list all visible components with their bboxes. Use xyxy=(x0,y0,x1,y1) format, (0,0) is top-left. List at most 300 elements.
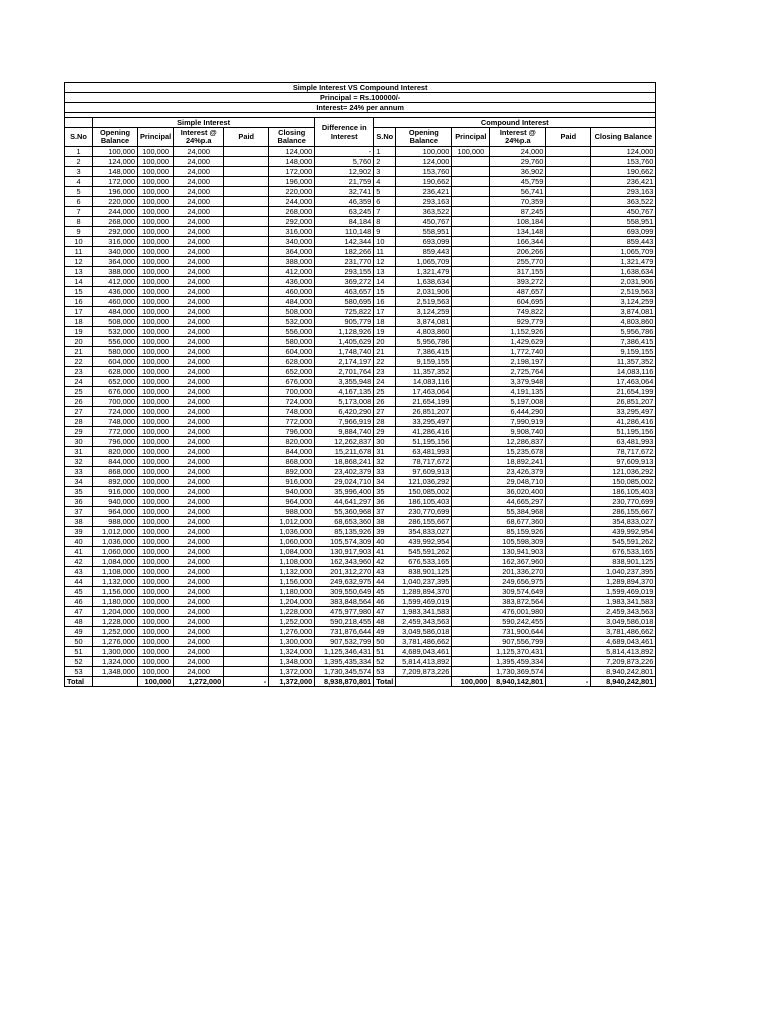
principal-cell: 100,000 xyxy=(138,327,174,337)
compound-closing-balance-cell: 4,803,860 xyxy=(591,317,656,327)
compound-closing-balance-cell: 124,000 xyxy=(591,147,656,157)
opening-balance-cell: 1,132,000 xyxy=(93,577,138,587)
compound-paid-cell xyxy=(546,477,591,487)
table-row xyxy=(65,587,656,597)
difference-cell: 383,848,564 xyxy=(315,597,374,607)
opening-balance-cell: 1,180,000 xyxy=(93,597,138,607)
closing-balance-cell: 1,012,000 xyxy=(269,517,315,527)
closing-balance-cell: 340,000 xyxy=(269,237,315,247)
difference-cell: 725,822 xyxy=(315,307,374,317)
compound-closing-balance-cell: 1,040,237,395 xyxy=(591,567,656,577)
compound-paid-header: Paid xyxy=(546,128,591,147)
table-row xyxy=(65,367,656,377)
paid-cell xyxy=(224,607,269,617)
compound-closing-balance-cell: 8,940,242,801 xyxy=(591,667,656,677)
compound-paid-cell xyxy=(546,647,591,657)
closing-balance-cell: 820,000 xyxy=(269,437,315,447)
compound-opening-balance-cell: 859,443 xyxy=(396,247,452,257)
interest-cell: 24,000 xyxy=(174,207,224,217)
compound-closing-balance-cell: 153,760 xyxy=(591,157,656,167)
difference-cell: 1,405,629 xyxy=(315,337,374,347)
opening-balance-cell: 508,000 xyxy=(93,317,138,327)
compound-interest-cell: 929,779 xyxy=(490,317,546,327)
compound-opening-balance-cell: 97,609,913 xyxy=(396,467,452,477)
interest-cell: 24,000 xyxy=(174,437,224,447)
compound-closing-balance-cell: 2,519,563 xyxy=(591,287,656,297)
difference-cell: 907,532,799 xyxy=(315,637,374,647)
compound-closing-balance-cell: 236,421 xyxy=(591,177,656,187)
table-row xyxy=(65,437,656,447)
compound-closing-balance-cell: 150,085,002 xyxy=(591,477,656,487)
closing-balance-cell: 436,000 xyxy=(269,277,315,287)
interest-cell: 24,000 xyxy=(174,347,224,357)
compound-paid-cell xyxy=(546,467,591,477)
compound-opening-balance-cell: 121,036,292 xyxy=(396,477,452,487)
compound-sno-cell: 22 xyxy=(374,357,396,367)
interest-cell: 24,000 xyxy=(174,387,224,397)
principal-cell: 100,000 xyxy=(138,467,174,477)
compound-paid-cell xyxy=(546,577,591,587)
paid-cell xyxy=(224,477,269,487)
closing-balance-cell: 1,300,000 xyxy=(269,637,315,647)
spreadsheet xyxy=(64,82,656,687)
compound-closing-balance-cell: 26,851,207 xyxy=(591,397,656,407)
principal-cell: 100,000 xyxy=(138,497,174,507)
compound-principal-cell xyxy=(452,367,490,377)
interest-cell: 24,000 xyxy=(174,187,224,197)
blank-header xyxy=(65,118,93,128)
opening-balance-cell: 1,348,000 xyxy=(93,667,138,677)
table-row xyxy=(65,217,656,227)
opening-balance-cell: 1,084,000 xyxy=(93,557,138,567)
principal-cell: 100,000 xyxy=(138,307,174,317)
difference-cell: - xyxy=(315,147,374,157)
compound-paid-cell xyxy=(546,187,591,197)
closing-balance-cell: 196,000 xyxy=(269,177,315,187)
compound-sno-cell: 38 xyxy=(374,517,396,527)
compound-closing-balance-cell: 186,105,403 xyxy=(591,487,656,497)
principal-cell: 100,000 xyxy=(138,517,174,527)
principal-cell: 100,000 xyxy=(138,167,174,177)
compound-principal-cell xyxy=(452,177,490,187)
sno-cell: 19 xyxy=(65,327,93,337)
table-row xyxy=(65,447,656,457)
compound-sno-cell: 13 xyxy=(374,267,396,277)
compound-interest-cell: 130,941,903 xyxy=(490,547,546,557)
difference-cell: 369,272 xyxy=(315,277,374,287)
difference-cell: 44,641,297 xyxy=(315,497,374,507)
opening-balance-cell: 172,000 xyxy=(93,177,138,187)
principal-cell: 100,000 xyxy=(138,647,174,657)
table-row xyxy=(65,427,656,437)
difference-cell: 105,574,309 xyxy=(315,537,374,547)
table-row xyxy=(65,207,656,217)
closing-balance-cell: 700,000 xyxy=(269,387,315,397)
paid-cell xyxy=(224,187,269,197)
table-row xyxy=(65,637,656,647)
compound-interest-cell: 4,191,135 xyxy=(490,387,546,397)
principal-cell: 100,000 xyxy=(138,337,174,347)
table-row xyxy=(65,187,656,197)
principal-cell: 100,000 xyxy=(138,257,174,267)
opening-balance-cell: 1,036,000 xyxy=(93,537,138,547)
compound-closing-balance-cell: 1,289,894,370 xyxy=(591,577,656,587)
sno-cell: 43 xyxy=(65,567,93,577)
compound-closing-balance-cell: 5,956,786 xyxy=(591,327,656,337)
difference-cell: 130,917,903 xyxy=(315,547,374,557)
compound-closing-balance-header: Closing Balance xyxy=(591,128,656,147)
compound-opening-balance-cell: 5,956,786 xyxy=(396,337,452,347)
compound-interest-cell: 604,695 xyxy=(490,297,546,307)
opening-balance-cell: 1,060,000 xyxy=(93,547,138,557)
difference-cell: 7,966,919 xyxy=(315,417,374,427)
interest-cell: 24,000 xyxy=(174,427,224,437)
closing-balance-cell: 508,000 xyxy=(269,307,315,317)
sno-cell: 23 xyxy=(65,367,93,377)
closing-balance-cell: 172,000 xyxy=(269,167,315,177)
compound-paid-cell xyxy=(546,407,591,417)
compound-principal-cell xyxy=(452,327,490,337)
table-row xyxy=(65,647,656,657)
compound-closing-balance-cell: 63,481,993 xyxy=(591,437,656,447)
sno-cell: 16 xyxy=(65,297,93,307)
compound-total-paid: - xyxy=(546,677,591,687)
compound-sno-cell: 23 xyxy=(374,367,396,377)
compound-paid-cell xyxy=(546,357,591,367)
opening-balance-cell: 652,000 xyxy=(93,377,138,387)
total-opening-cell xyxy=(93,677,138,687)
opening-balance-cell: 1,108,000 xyxy=(93,567,138,577)
compound-closing-balance-cell: 33,295,497 xyxy=(591,407,656,417)
compound-principal-cell xyxy=(452,317,490,327)
compound-paid-cell xyxy=(546,417,591,427)
difference-cell: 231,770 xyxy=(315,257,374,267)
compound-paid-cell xyxy=(546,627,591,637)
compound-sno-cell: 2 xyxy=(374,157,396,167)
compound-sno-cell: 35 xyxy=(374,487,396,497)
interest-cell: 24,000 xyxy=(174,607,224,617)
closing-balance-cell: 316,000 xyxy=(269,227,315,237)
compound-paid-cell xyxy=(546,507,591,517)
compound-closing-balance-cell: 1,638,634 xyxy=(591,267,656,277)
compound-closing-balance-cell: 558,951 xyxy=(591,217,656,227)
compound-principal-cell xyxy=(452,667,490,677)
compound-closing-balance-cell: 51,195,156 xyxy=(591,427,656,437)
compound-paid-cell xyxy=(546,317,591,327)
interest-cell: 24,000 xyxy=(174,247,224,257)
total-interest: 1,272,000 xyxy=(174,677,224,687)
compound-principal-cell xyxy=(452,567,490,577)
paid-cell xyxy=(224,327,269,337)
table-row xyxy=(65,407,656,417)
closing-balance-cell: 748,000 xyxy=(269,407,315,417)
compound-interest-cell: 162,367,960 xyxy=(490,557,546,567)
opening-balance-cell: 1,276,000 xyxy=(93,637,138,647)
compound-opening-balance-cell: 1,040,237,395 xyxy=(396,577,452,587)
interest-cell: 24,000 xyxy=(174,257,224,267)
paid-cell xyxy=(224,317,269,327)
sno-cell: 5 xyxy=(65,187,93,197)
opening-balance-cell: 748,000 xyxy=(93,417,138,427)
compound-interest-cell: 731,900,644 xyxy=(490,627,546,637)
compound-closing-balance-cell: 545,591,262 xyxy=(591,537,656,547)
principal-cell: 100,000 xyxy=(138,407,174,417)
compound-paid-cell xyxy=(546,217,591,227)
compound-opening-balance-cell: 2,459,343,563 xyxy=(396,617,452,627)
compound-paid-cell xyxy=(546,167,591,177)
compound-closing-balance-cell: 4,689,043,461 xyxy=(591,637,656,647)
table-row xyxy=(65,527,656,537)
compound-sno-cell: 8 xyxy=(374,217,396,227)
closing-balance-cell: 940,000 xyxy=(269,487,315,497)
closing-balance-cell: 628,000 xyxy=(269,357,315,367)
closing-balance-cell: 532,000 xyxy=(269,317,315,327)
compound-sno-cell: 16 xyxy=(374,297,396,307)
compound-sno-header: S.No xyxy=(374,128,396,147)
interest-cell: 24,000 xyxy=(174,457,224,467)
compound-interest-cell: 105,598,309 xyxy=(490,537,546,547)
compound-principal-cell xyxy=(452,297,490,307)
paid-cell xyxy=(224,557,269,567)
table-row xyxy=(65,307,656,317)
compound-closing-balance-cell: 676,533,165 xyxy=(591,547,656,557)
opening-balance-cell: 676,000 xyxy=(93,387,138,397)
principal-cell: 100,000 xyxy=(138,217,174,227)
table-row xyxy=(65,197,656,207)
paid-cell xyxy=(224,207,269,217)
closing-balance-cell: 1,108,000 xyxy=(269,557,315,567)
compound-closing-balance-cell: 859,443 xyxy=(591,237,656,247)
compound-closing-balance-cell: 3,781,486,662 xyxy=(591,627,656,637)
compound-principal-cell xyxy=(452,617,490,627)
table-row xyxy=(65,287,656,297)
principal-cell: 100,000 xyxy=(138,187,174,197)
compound-principal-cell xyxy=(452,257,490,267)
opening-balance-cell: 436,000 xyxy=(93,287,138,297)
interest-cell: 24,000 xyxy=(174,227,224,237)
opening-balance-cell: 724,000 xyxy=(93,407,138,417)
compound-opening-balance-cell: 558,951 xyxy=(396,227,452,237)
table-row xyxy=(65,397,656,407)
compound-sno-cell: 20 xyxy=(374,337,396,347)
compound-opening-balance-cell: 186,105,403 xyxy=(396,497,452,507)
compound-sno-cell: 44 xyxy=(374,577,396,587)
compound-sno-cell: 46 xyxy=(374,597,396,607)
compound-opening-balance-cell: 190,662 xyxy=(396,177,452,187)
paid-cell xyxy=(224,367,269,377)
interest-cell: 24,000 xyxy=(174,337,224,347)
sno-header: S.No xyxy=(65,128,93,147)
table-row xyxy=(65,517,656,527)
compound-interest-cell: 317,155 xyxy=(490,267,546,277)
interest-cell: 24,000 xyxy=(174,317,224,327)
closing-balance-cell: 1,228,000 xyxy=(269,607,315,617)
compound-sno-cell: 53 xyxy=(374,667,396,677)
compound-opening-balance-cell: 4,803,860 xyxy=(396,327,452,337)
interest-cell: 24,000 xyxy=(174,587,224,597)
compound-opening-balance-cell: 17,463,064 xyxy=(396,387,452,397)
principal-cell: 100,000 xyxy=(138,607,174,617)
interest-cell: 24,000 xyxy=(174,667,224,677)
compound-principal-cell xyxy=(452,587,490,597)
interest-cell: 24,000 xyxy=(174,357,224,367)
interest-cell: 24,000 xyxy=(174,637,224,647)
compound-opening-balance-cell: 100,000 xyxy=(396,147,452,157)
table-row xyxy=(65,157,656,167)
compound-closing-balance-cell: 17,463,064 xyxy=(591,377,656,387)
compound-interest-cell: 108,184 xyxy=(490,217,546,227)
paid-cell xyxy=(224,167,269,177)
interest-cell: 24,000 xyxy=(174,557,224,567)
compound-closing-balance-cell: 97,609,913 xyxy=(591,457,656,467)
table-row xyxy=(65,267,656,277)
compound-principal-cell xyxy=(452,247,490,257)
closing-balance-cell: 124,000 xyxy=(269,147,315,157)
table-row xyxy=(65,237,656,247)
paid-cell xyxy=(224,387,269,397)
difference-cell: 85,135,926 xyxy=(315,527,374,537)
table-row xyxy=(65,347,656,357)
compound-opening-balance-cell: 9,159,155 xyxy=(396,357,452,367)
compound-total-opening-cell xyxy=(396,677,452,687)
interest-cell: 24,000 xyxy=(174,507,224,517)
sno-cell: 52 xyxy=(65,657,93,667)
compound-paid-cell xyxy=(546,377,591,387)
table-row xyxy=(65,177,656,187)
closing-balance-cell: 964,000 xyxy=(269,497,315,507)
compound-principal-cell xyxy=(452,357,490,367)
compound-sno-cell: 7 xyxy=(374,207,396,217)
compound-sno-cell: 43 xyxy=(374,567,396,577)
compound-paid-cell xyxy=(546,257,591,267)
interest-cell: 24,000 xyxy=(174,647,224,657)
opening-balance-cell: 148,000 xyxy=(93,167,138,177)
compound-opening-balance-cell: 838,901,125 xyxy=(396,567,452,577)
interest-cell: 24,000 xyxy=(174,237,224,247)
paid-cell xyxy=(224,617,269,627)
interest-cell: 24,000 xyxy=(174,417,224,427)
sno-cell: 13 xyxy=(65,267,93,277)
principal-cell: 100,000 xyxy=(138,627,174,637)
interest-cell: 24,000 xyxy=(174,157,224,167)
compound-closing-balance-cell: 363,522 xyxy=(591,197,656,207)
principal-cell: 100,000 xyxy=(138,367,174,377)
total-paid: - xyxy=(224,677,269,687)
principal-cell: 100,000 xyxy=(138,157,174,167)
paid-cell xyxy=(224,337,269,347)
compound-closing-balance-cell: 838,901,125 xyxy=(591,557,656,567)
compound-principal-cell xyxy=(452,627,490,637)
paid-cell xyxy=(224,507,269,517)
difference-cell: 18,868,241 xyxy=(315,457,374,467)
compound-sno-cell: 42 xyxy=(374,557,396,567)
paid-cell xyxy=(224,577,269,587)
compound-paid-cell xyxy=(546,607,591,617)
closing-balance-cell: 772,000 xyxy=(269,417,315,427)
principal-cell: 100,000 xyxy=(138,317,174,327)
principal-cell: 100,000 xyxy=(138,387,174,397)
paid-cell xyxy=(224,587,269,597)
compound-paid-cell xyxy=(546,237,591,247)
closing-balance-cell: 460,000 xyxy=(269,287,315,297)
sno-cell: 41 xyxy=(65,547,93,557)
compound-opening-balance-cell: 14,083,116 xyxy=(396,377,452,387)
sno-cell: 2 xyxy=(65,157,93,167)
sno-cell: 31 xyxy=(65,447,93,457)
difference-cell: 162,343,960 xyxy=(315,557,374,567)
compound-opening-balance-cell: 78,717,672 xyxy=(396,457,452,467)
table-row xyxy=(65,567,656,577)
compound-interest-cell: 590,242,455 xyxy=(490,617,546,627)
compound-opening-balance-cell: 5,814,413,892 xyxy=(396,657,452,667)
difference-cell: 5,173,008 xyxy=(315,397,374,407)
compound-paid-cell xyxy=(546,347,591,357)
closing-balance-cell: 220,000 xyxy=(269,187,315,197)
compound-total-closing-balance: 8,940,242,801 xyxy=(591,677,656,687)
compound-opening-balance-cell: 363,522 xyxy=(396,207,452,217)
compound-paid-cell xyxy=(546,637,591,647)
interest-cell: 24,000 xyxy=(174,197,224,207)
interest-cell: 24,000 xyxy=(174,297,224,307)
compound-interest-cell: 55,384,968 xyxy=(490,507,546,517)
closing-balance-cell: 844,000 xyxy=(269,447,315,457)
sno-cell: 53 xyxy=(65,667,93,677)
simple-interest-header: Simple Interest xyxy=(93,118,315,128)
difference-cell: 590,218,455 xyxy=(315,617,374,627)
compound-principal-cell xyxy=(452,637,490,647)
compound-opening-balance-cell: 676,533,165 xyxy=(396,557,452,567)
interest-cell: 24,000 xyxy=(174,547,224,557)
compound-principal-cell xyxy=(452,197,490,207)
table-row xyxy=(65,547,656,557)
interest-cell: 24,000 xyxy=(174,397,224,407)
compound-sno-cell: 45 xyxy=(374,587,396,597)
principal-cell: 100,000 xyxy=(138,557,174,567)
compound-opening-balance-cell: 1,638,634 xyxy=(396,277,452,287)
compound-interest-cell: 2,725,764 xyxy=(490,367,546,377)
principal-cell: 100,000 xyxy=(138,597,174,607)
compound-sno-cell: 9 xyxy=(374,227,396,237)
sno-cell: 18 xyxy=(65,317,93,327)
compound-paid-cell xyxy=(546,567,591,577)
compound-principal-cell xyxy=(452,427,490,437)
sno-cell: 35 xyxy=(65,487,93,497)
compound-total-principal: 100,000 xyxy=(452,677,490,687)
compound-closing-balance-cell: 3,124,259 xyxy=(591,297,656,307)
opening-balance-cell: 820,000 xyxy=(93,447,138,457)
closing-balance-cell: 556,000 xyxy=(269,327,315,337)
interest-cell: 24,000 xyxy=(174,517,224,527)
opening-balance-cell: 580,000 xyxy=(93,347,138,357)
difference-cell: 32,741 xyxy=(315,187,374,197)
compound-paid-cell xyxy=(546,247,591,257)
compound-paid-cell xyxy=(546,657,591,667)
closing-balance-cell: 364,000 xyxy=(269,247,315,257)
sno-cell: 21 xyxy=(65,347,93,357)
compound-sno-cell: 21 xyxy=(374,347,396,357)
compound-interest-cell: 45,759 xyxy=(490,177,546,187)
table-row xyxy=(65,377,656,387)
compound-principal-cell xyxy=(452,507,490,517)
difference-cell: 55,360,968 xyxy=(315,507,374,517)
interest-cell: 24,000 xyxy=(174,327,224,337)
compound-closing-balance-cell: 1,321,479 xyxy=(591,257,656,267)
compound-paid-cell xyxy=(546,267,591,277)
compound-principal-cell xyxy=(452,537,490,547)
compound-principal-cell xyxy=(452,467,490,477)
sno-cell: 36 xyxy=(65,497,93,507)
paid-cell xyxy=(224,447,269,457)
